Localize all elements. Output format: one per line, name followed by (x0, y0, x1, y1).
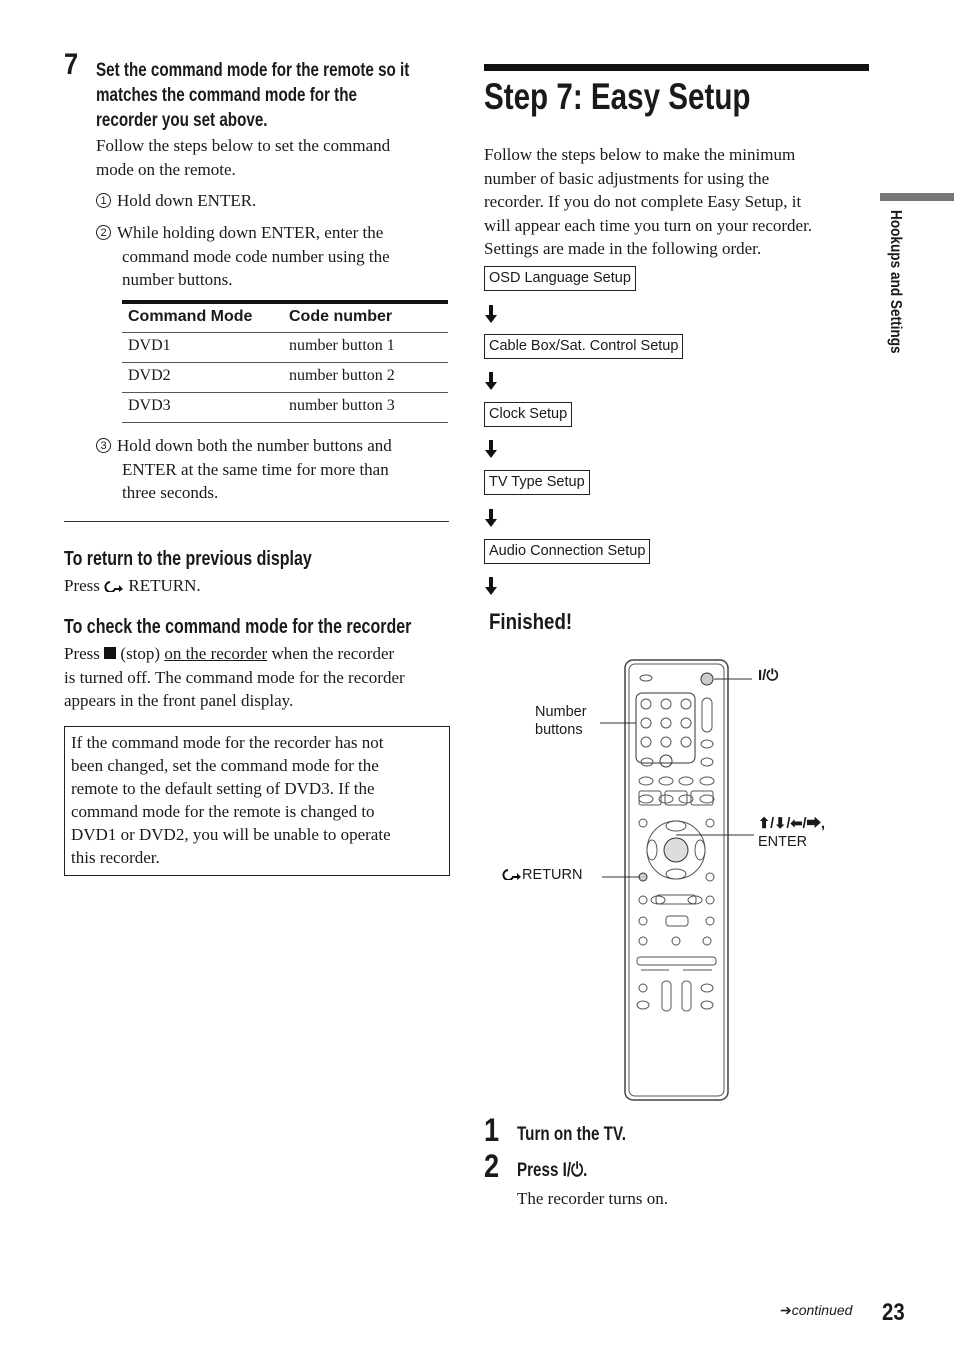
note-box: If the command mode for the recorder has not been changed, set the command mode for the remote to the default setting of DVD3. If the command mode for the remote is changed to DVD1 or DVD2, you will be unable to operate this recorder. (64, 726, 450, 876)
step-1-number: 1 (484, 1112, 500, 1148)
substep-2: 2 While holding down ENTER, enter the command mode code number using the number buttons. (96, 221, 390, 292)
flow-step-clock: Clock Setup (484, 402, 572, 427)
check-instruction: Press (stop) on the recorder when the recorder is turned off. The command mode for the recorder appears in the front panel display. (64, 644, 405, 710)
title-rule (484, 64, 869, 71)
divider (64, 521, 449, 522)
flow-step-tv-type: TV Type Setup (484, 470, 590, 495)
step-7-intro: Follow the steps below to set the command mode on the remote. (96, 136, 391, 179)
return-section-heading: To return to the previous display (64, 548, 312, 570)
step-7-number: 7 (64, 48, 79, 81)
flow-step-osd-language: OSD Language Setup (484, 266, 636, 291)
step-1-text: Turn on the TV. (517, 1124, 626, 1145)
table-cell: number button 3 (283, 393, 448, 423)
page-number: 23 (882, 1299, 905, 1326)
section-tab (880, 193, 954, 201)
down-arrow-icon (484, 305, 498, 323)
table-header: Command Mode (122, 302, 283, 333)
right-arrow-icon: ➔ (780, 1302, 792, 1318)
finished-label: Finished! (489, 609, 573, 634)
down-arrow-icon (484, 509, 498, 527)
arrows-enter-callout: ⬆/⬇/⬅/⮕, ENTER (758, 816, 826, 850)
step-2-number: 2 (484, 1148, 500, 1184)
step-7-heading: Set the command mode for the remote so it matches the command mode for the recorder you set above. (96, 60, 410, 131)
table-header-row (122, 302, 448, 333)
power-callout: I/⏻ (758, 667, 779, 684)
table-cell: number button 2 (283, 363, 448, 393)
substep-3: 3 Hold down both the number buttons and ENTER at the same time for more than three seconds. (96, 434, 392, 505)
remote-control-illustration (600, 655, 760, 1105)
circled-number: 1 (96, 193, 111, 208)
page-title: Step 7: Easy Setup (484, 76, 751, 117)
table-cell: DVD2 (122, 363, 283, 393)
table-header: Code number (283, 302, 448, 333)
table-row (122, 393, 448, 423)
flow-step-cable-box: Cable Box/Sat. Control Setup (484, 334, 683, 359)
stop-icon (104, 647, 116, 659)
circled-number: 2 (96, 225, 111, 240)
continued-label: ➔continued (780, 1302, 853, 1318)
return-icon (502, 866, 522, 880)
down-arrow-icon (484, 577, 498, 595)
number-buttons-callout: Number buttons (535, 704, 587, 738)
step-2-detail: The recorder turns on. (517, 1189, 669, 1208)
section-sidebar-label: Hookups and Settings (887, 210, 904, 354)
table-row (122, 363, 448, 393)
substep-1: 1 Hold down ENTER. (96, 189, 256, 213)
table-row (122, 333, 448, 363)
return-callout: RETURN (502, 866, 582, 883)
return-icon (104, 578, 124, 592)
circled-number: 3 (96, 438, 111, 453)
down-arrow-icon (484, 372, 498, 390)
down-arrow-icon (484, 440, 498, 458)
table-cell: DVD1 (122, 333, 283, 363)
command-mode-table (122, 300, 448, 423)
return-instruction: Press RETURN. (64, 576, 201, 595)
check-section-heading: To check the command mode for the recorder (64, 616, 412, 638)
step-2-text: Press I/⏻. (517, 1160, 588, 1181)
easy-setup-intro: Follow the steps below to make the minimum number of basic adjustments for using the recorder. If you do not complete Easy Setup, it will appear each time you turn on your recorder. Settings are made in the following order. (484, 145, 813, 258)
flow-step-audio-connection: Audio Connection Setup (484, 539, 650, 564)
table-cell: DVD3 (122, 393, 283, 423)
table-cell: number button 1 (283, 333, 448, 363)
